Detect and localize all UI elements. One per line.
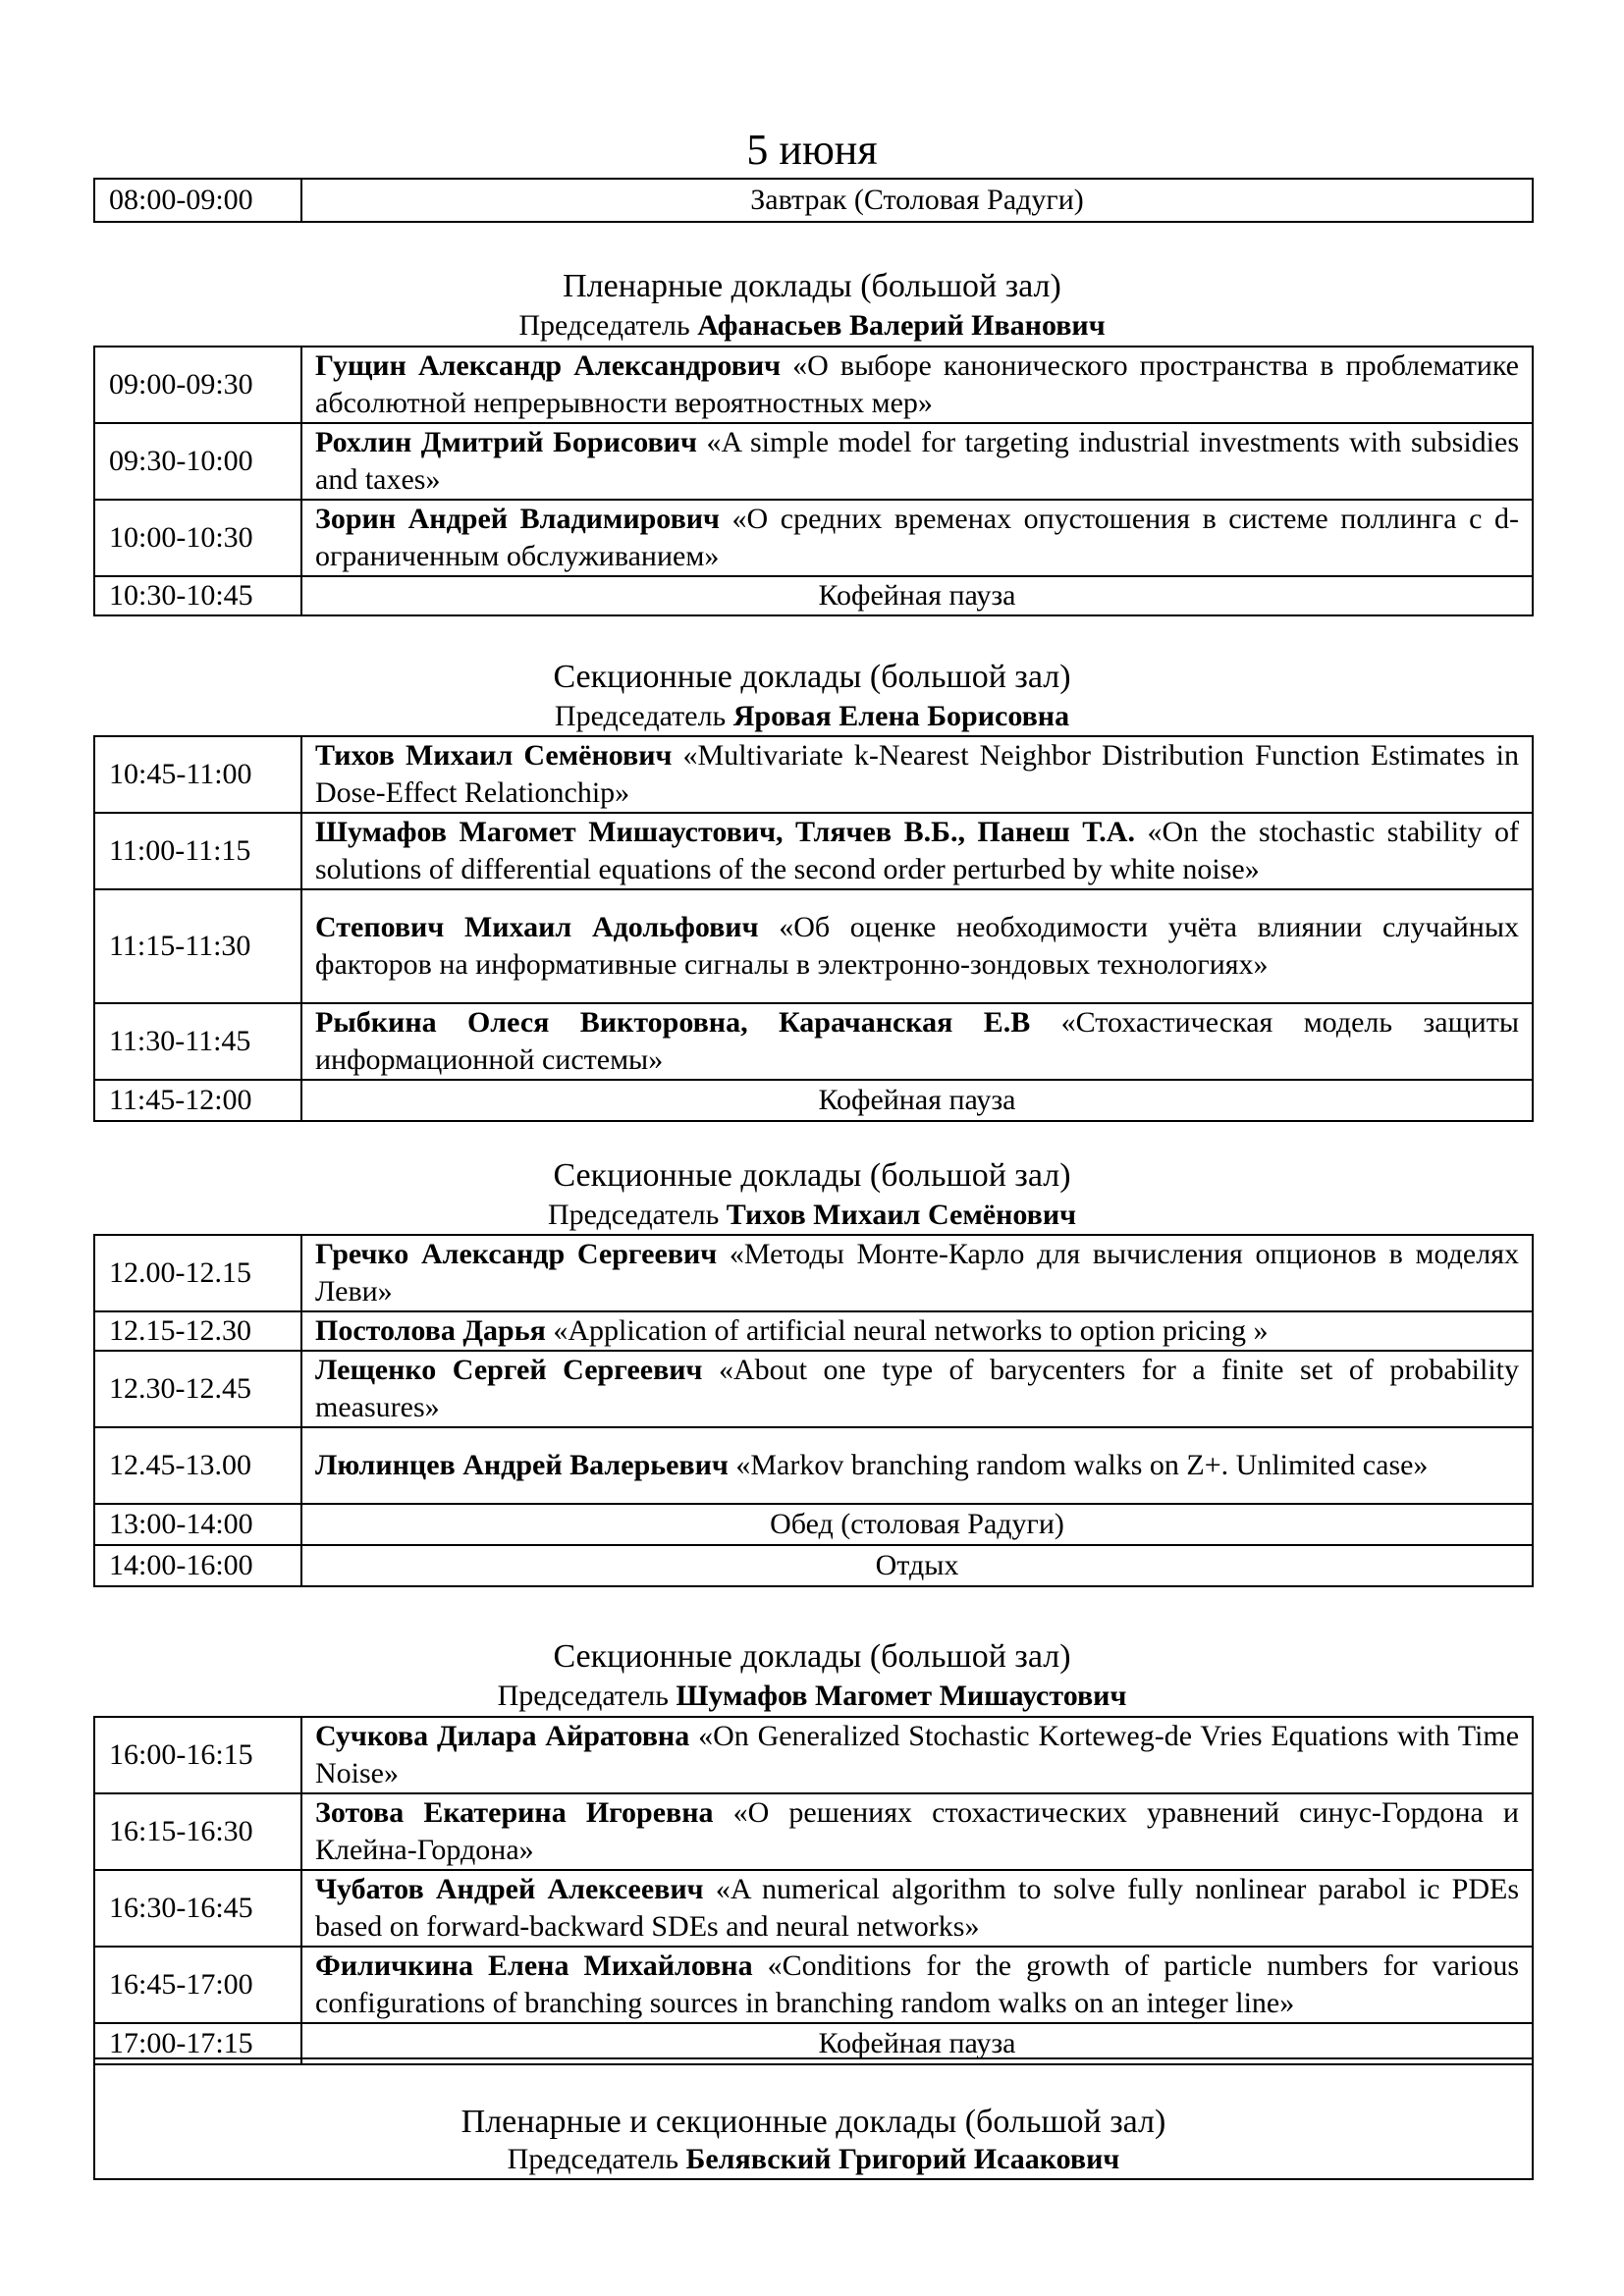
time-cell: 14:00-16:00 [94, 1545, 301, 1586]
talk-cell [301, 1793, 1533, 1870]
talk-cell [301, 1717, 1533, 1793]
table-row [94, 423, 1533, 500]
session-table [93, 735, 1534, 1122]
speaker: Зорин Андрей Владимирович [315, 503, 720, 535]
talk-title: «О решениях стохастических уравнений синус-Гордона и Клейна-Гордона» [315, 1796, 1519, 1866]
speaker: Лещенко Сергей Сергеевич [315, 1354, 703, 1386]
time-cell: 09:00-09:30 [94, 347, 301, 423]
table-row [94, 1351, 1533, 1427]
talk-cell [301, 813, 1533, 889]
session-chair: Председатель Тихов Михаил Семёнович [547, 1199, 1077, 1231]
session-heading: Секционные доклады (большой зал) [553, 1157, 1071, 1194]
speaker: Постолова Дарья [315, 1314, 546, 1347]
time-cell: 10:00-10:30 [94, 500, 301, 576]
talk-title: «About one type of barycenters for a finite set of probability measures» [315, 1354, 1520, 1423]
time-cell: 16:45-17:00 [94, 1947, 301, 2023]
talk-cell [301, 889, 1533, 1003]
talk-title: «On Generalized Stochastic Korteweg-de Vries Equations with Time Noise» [315, 1720, 1520, 1789]
table-row [94, 1080, 1533, 1121]
time-cell: 11:45-12:00 [94, 1080, 301, 1121]
talk-cell [301, 1311, 1533, 1351]
talk-cell [301, 1003, 1533, 1080]
table-row [94, 1427, 1533, 1504]
time-cell: 11:00-11:15 [94, 813, 301, 889]
speaker: Сучкова Дилара Айратовна [315, 1720, 690, 1752]
talk-title: «Conditions for the growth of particle numbers for various configurations of branching sources in branching random walks on an integer line» [315, 1949, 1519, 2019]
day-title: 5 июня [746, 126, 878, 174]
speaker: Гущин Александр Александрович [315, 349, 782, 382]
break-cell: Кофейная пауза [301, 576, 1533, 615]
session-chair: Председатель Афанасьев Валерий Иванович [518, 309, 1106, 342]
final-session-cell [94, 2058, 1533, 2179]
time-cell: 10:45-11:00 [94, 736, 301, 813]
speaker: Чубатов Андрей Алексеевич [315, 1873, 704, 1905]
time-cell: 12.00-12.15 [94, 1235, 301, 1311]
talk-title: «Об оценке необходимости учёта влиянии случайных факторов на информативные сигналы в электронно-зондовых технологиях» [315, 911, 1519, 981]
talk-cell [301, 1235, 1533, 1311]
break-cell: Кофейная пауза [301, 1080, 1533, 1121]
session-heading: Пленарные доклады (большой зал) [563, 268, 1061, 304]
speaker: Рыбкина Олеся Викторовна, Карачанская Е.В [315, 1006, 1031, 1039]
table-row [94, 179, 1533, 222]
talk-title: «Application of artificial neural networks to option pricing » [553, 1314, 1269, 1347]
session-heading: Пленарные и секционные доклады (большой зал) [460, 2104, 1166, 2140]
table-row [94, 889, 1533, 1003]
talk-title: «A numerical algorithm to solve fully nonlinear parabol ic PDEs based on forward-backward SDEs and neural networks» [315, 1873, 1520, 1943]
speaker: Гречко Александр Сергеевич [315, 1238, 718, 1270]
talk-title: «Markov branching random walks on Z+. Unlimited case» [735, 1449, 1429, 1481]
talk-title: «Стохастическая модель защиты информационной системы» [315, 1006, 1520, 1076]
time-cell: 16:30-16:45 [94, 1870, 301, 1947]
talk-cell [301, 1427, 1533, 1504]
talk-cell [301, 1947, 1533, 2023]
speaker: Рохлин Дмитрий Борисович [315, 426, 697, 458]
final-session-block [93, 2057, 1534, 2180]
table-row [94, 1311, 1533, 1351]
talk-cell [301, 1351, 1533, 1427]
speaker: Степович Михаил Адольфович [315, 911, 759, 943]
time-cell: 11:30-11:45 [94, 1003, 301, 1080]
session-chair: Председатель Белявский Григорий Исаакович [507, 2143, 1120, 2175]
break-cell: Кофейная пауза [301, 2023, 1533, 2064]
talk-title: «On the stochastic stability of solutions of differential equations of the second order perturbed by white noise» [315, 816, 1520, 885]
talk-cell [301, 423, 1533, 500]
time-cell: 08:00-09:00 [94, 179, 301, 222]
table-row [94, 347, 1533, 423]
table-row [94, 1947, 1533, 2023]
table-row [94, 1870, 1533, 1947]
breakfast-table [93, 178, 1534, 223]
table-row [94, 1545, 1533, 1586]
time-cell: 13:00-14:00 [94, 1504, 301, 1545]
break-cell: Отдых [301, 1545, 1533, 1586]
session-heading: Секционные доклады (большой зал) [553, 659, 1071, 695]
speaker: Зотова Екатерина Игоревна [315, 1796, 714, 1829]
talk-title: «A simple model for targeting industrial investments with subsidies and taxes» [315, 426, 1520, 496]
break-cell: Завтрак (Столовая Радуги) [301, 179, 1533, 222]
talk-title: «О средних временах опустошения в системе поллинга с d-ограниченным обслуживанием» [315, 503, 1520, 572]
table-row [94, 736, 1533, 813]
break-cell: Обед (столовая Радуги) [301, 1504, 1533, 1545]
talk-cell [301, 736, 1533, 813]
time-cell: 09:30-10:00 [94, 423, 301, 500]
session-heading: Секционные доклады (большой зал) [553, 1638, 1071, 1675]
table-row [94, 813, 1533, 889]
talk-title: «Multivariate k-Nearest Neighbor Distribution Function Estimates in Dose-Effect Relationchip» [315, 739, 1519, 809]
time-cell: 12.45-13.00 [94, 1427, 301, 1504]
time-cell: 12.15-12.30 [94, 1311, 301, 1351]
table-row [94, 1235, 1533, 1311]
speaker: Шумафов Магомет Мишаустович, Тлячев В.Б., Панеш Т.А. [315, 816, 1135, 848]
table-row [94, 500, 1533, 576]
speaker: Тихов Михаил Семёнович [315, 739, 673, 772]
time-cell: 17:00-17:15 [94, 2023, 301, 2064]
time-cell: 16:00-16:15 [94, 1717, 301, 1793]
table-row [94, 1793, 1533, 1870]
session-table [93, 346, 1534, 616]
talk-title: «Методы Монте-Карло для вычисления опционов в моделях Леви» [315, 1238, 1519, 1308]
time-cell: 16:15-16:30 [94, 1793, 301, 1870]
session-chair: Председатель Яровая Елена Борисовна [554, 700, 1070, 732]
talk-cell [301, 347, 1533, 423]
session-table [93, 1716, 1534, 2065]
session-chair: Председатель Шумафов Магомет Мишаустович [497, 1680, 1127, 1712]
table-row [94, 1504, 1533, 1545]
time-cell: 10:30-10:45 [94, 576, 301, 615]
talk-title: «О выборе канонического пространства в проблематике абсолютной непрерывности вероятностных мер» [315, 349, 1519, 419]
talk-cell [301, 500, 1533, 576]
time-cell: 11:15-11:30 [94, 889, 301, 1003]
time-cell: 12.30-12.45 [94, 1351, 301, 1427]
table-row [94, 576, 1533, 615]
table-row [94, 1717, 1533, 1793]
table-row [94, 1003, 1533, 1080]
speaker: Филичкина Елена Михайловна [315, 1949, 753, 1982]
talk-cell [301, 1870, 1533, 1947]
speaker: Люлинцев Андрей Валерьевич [315, 1449, 729, 1481]
session-table [93, 1234, 1534, 1587]
